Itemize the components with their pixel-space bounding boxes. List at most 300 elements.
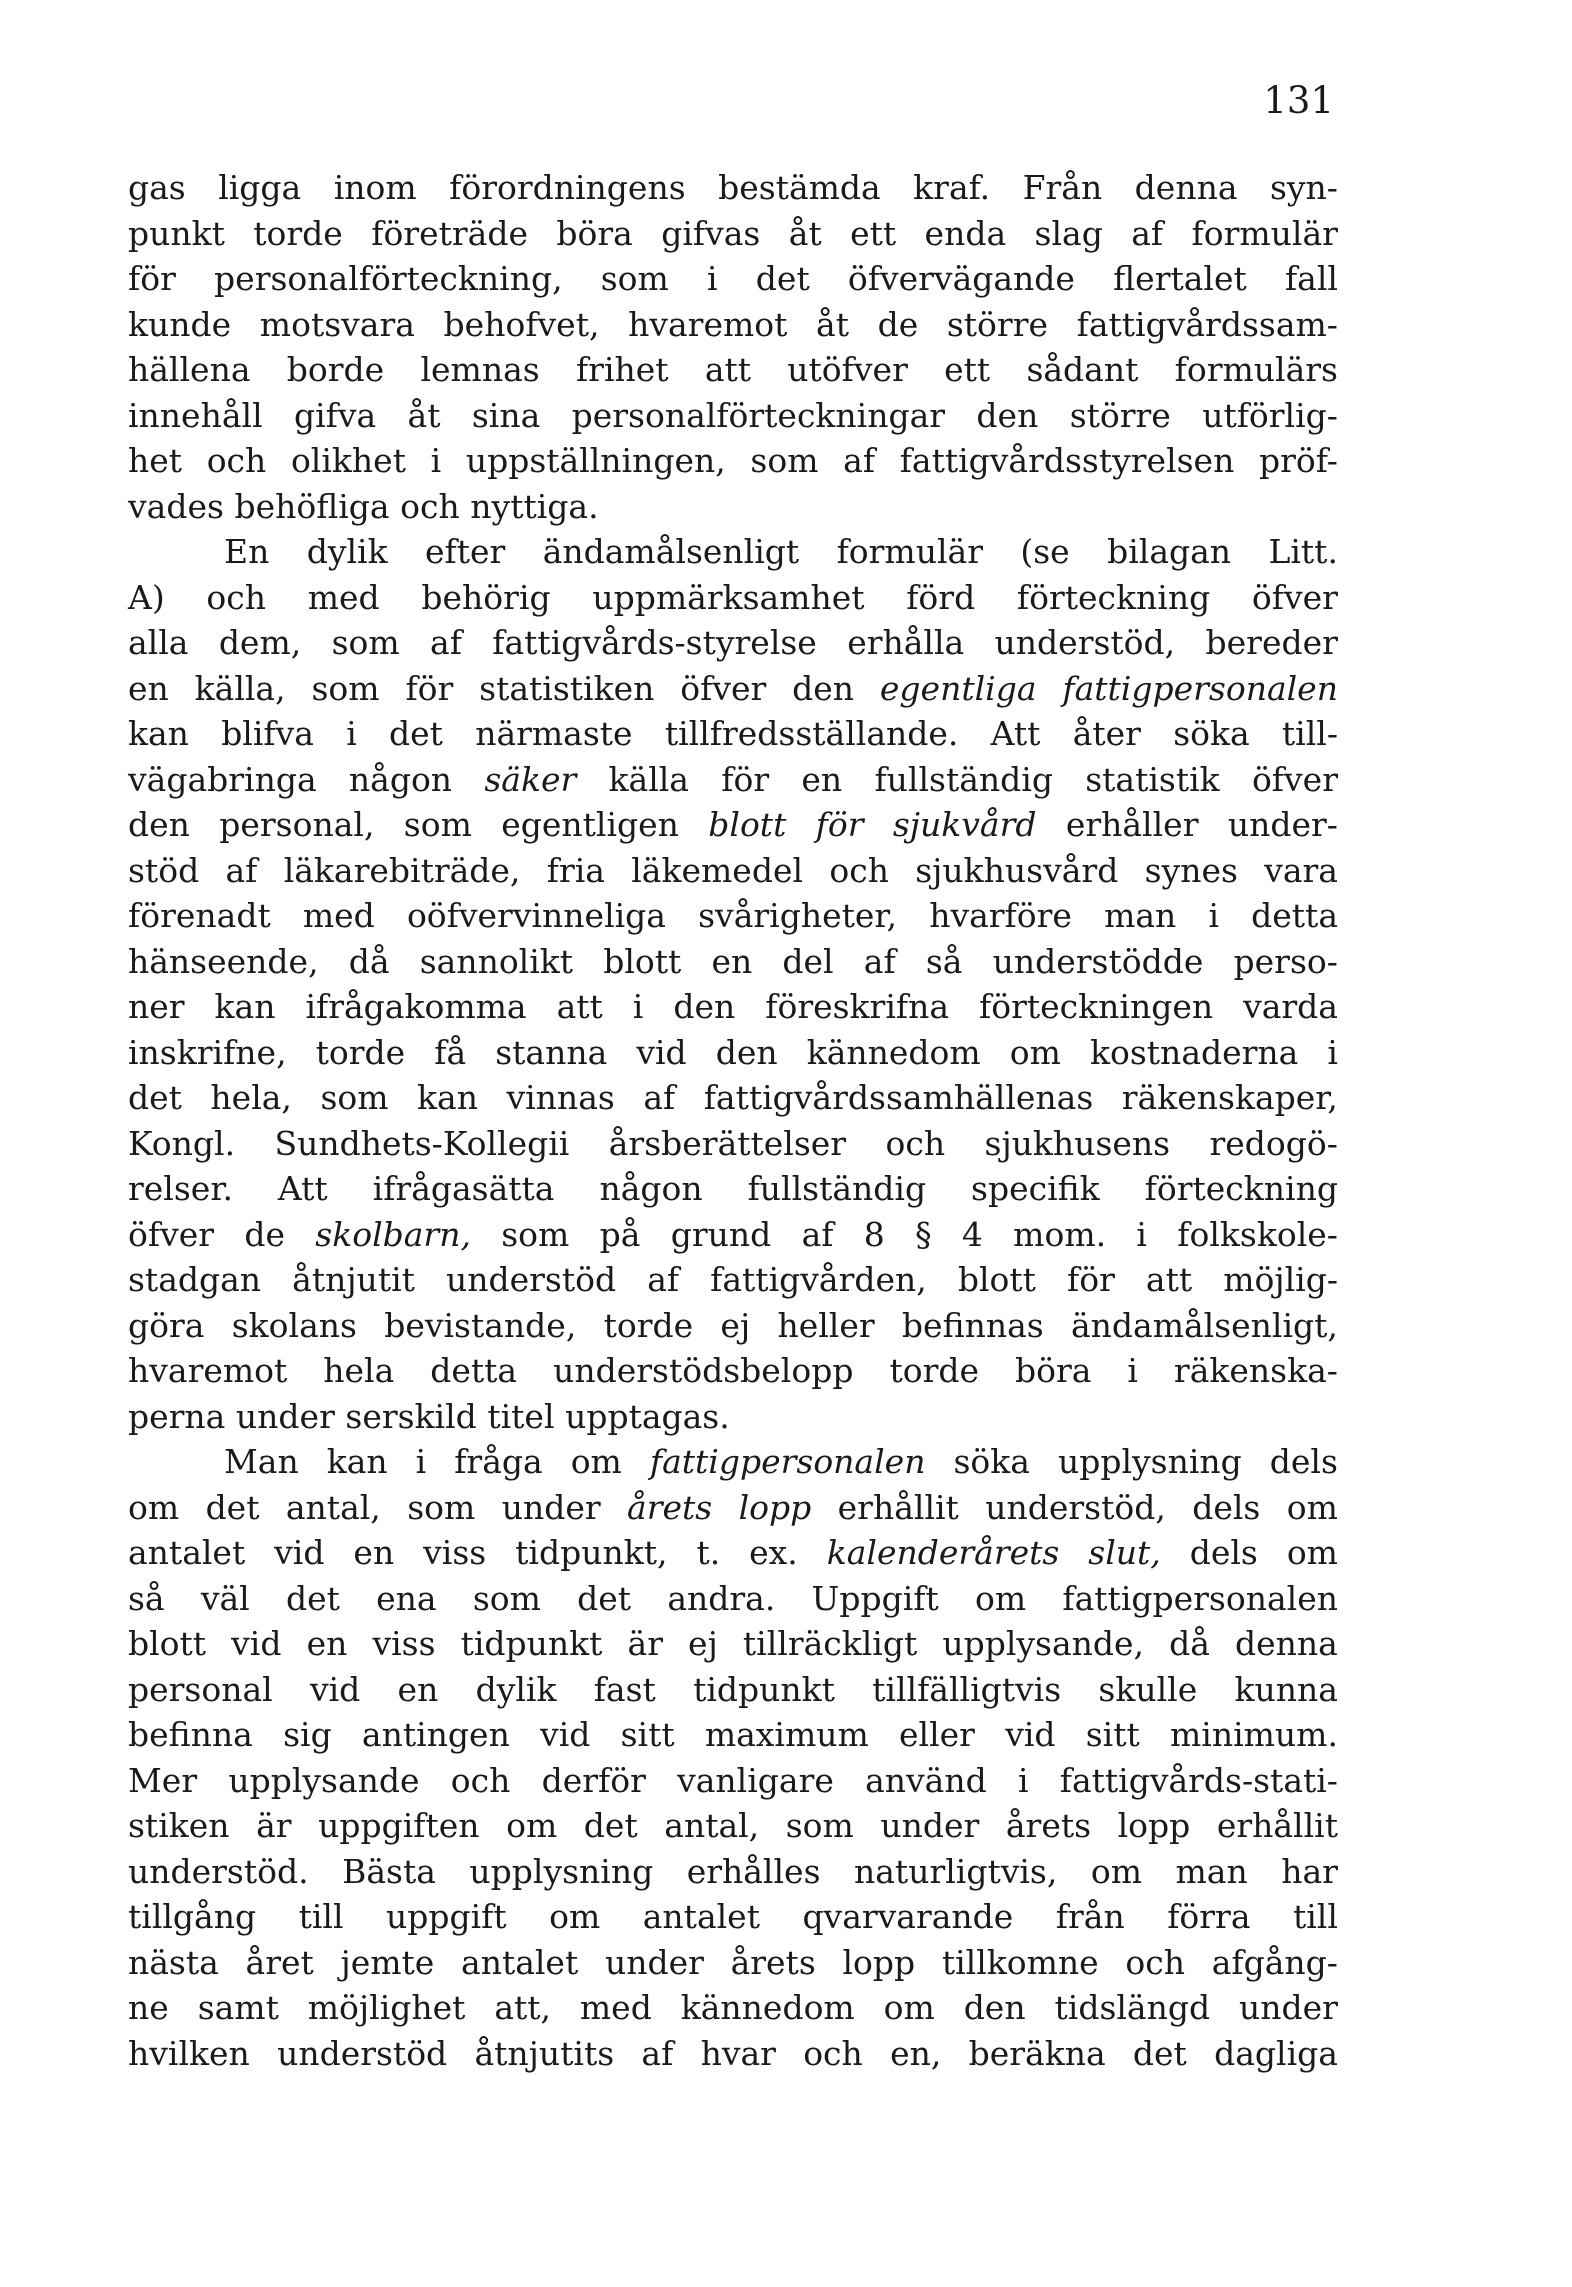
word: synes — [1144, 850, 1238, 890]
text-line — [128, 211, 1338, 257]
word: kan — [326, 1442, 388, 1481]
word: egentliga — [879, 668, 1037, 708]
word: läkarebiträde, — [283, 850, 521, 890]
word: en — [801, 759, 843, 799]
word: få — [434, 1032, 467, 1072]
word: alla — [128, 623, 189, 662]
word: större — [946, 304, 1049, 344]
word: ändamålsenligt, — [1070, 1305, 1338, 1345]
word: antalet — [642, 1897, 760, 1936]
word: vid — [1005, 1715, 1056, 1754]
word: kraf. — [913, 168, 991, 207]
word: om — [1286, 1533, 1338, 1572]
word: denna — [1134, 168, 1238, 207]
word: under- — [1227, 805, 1338, 844]
word: om — [506, 1806, 558, 1845]
word: serskild — [345, 1396, 477, 1436]
word: befinnas — [901, 1305, 1044, 1345]
text-line — [128, 1849, 1338, 1895]
word: tidslängd — [1054, 1988, 1211, 2027]
word: vid — [274, 1533, 325, 1572]
word: skolbarn, — [315, 1214, 471, 1254]
word: öfver — [1251, 577, 1338, 617]
word: söka — [1173, 714, 1250, 753]
word: en, — [890, 2033, 942, 2073]
word: stiken — [128, 1806, 230, 1845]
word: beräkna — [968, 2033, 1106, 2073]
word: under — [604, 1942, 704, 1982]
word: åt — [788, 213, 822, 253]
word: tillgång — [128, 1897, 257, 1936]
word: perna — [128, 1396, 226, 1436]
word: uppgiften — [318, 1806, 480, 1845]
word: ner — [128, 987, 185, 1026]
word: förteckning — [1016, 577, 1211, 617]
word: närmaste — [475, 714, 633, 753]
word: använd — [865, 1760, 987, 1800]
word: personalförteckningar — [571, 395, 946, 435]
text-line — [128, 1030, 1338, 1076]
word: hvarföre — [929, 896, 1072, 935]
word: förd — [906, 577, 976, 617]
word: Att — [277, 1169, 328, 1208]
word: vid — [540, 1715, 591, 1754]
text-line — [128, 1166, 1338, 1212]
word: vara — [1264, 850, 1338, 890]
text-line — [128, 1439, 1338, 1485]
word: öfver — [128, 1214, 215, 1254]
word: och — [400, 486, 460, 526]
word: med — [307, 577, 380, 617]
word: eller — [899, 1715, 975, 1754]
word: § — [915, 1214, 932, 1254]
word: dels — [1189, 1533, 1258, 1572]
word: gifvas — [661, 213, 761, 253]
word: räkenskaper, — [1121, 1078, 1338, 1117]
word: af — [225, 850, 258, 890]
text-line — [128, 1758, 1338, 1804]
word: ex. — [749, 1533, 798, 1572]
word: väl — [200, 1578, 250, 1618]
word: det — [1132, 2033, 1187, 2073]
word: en — [397, 1669, 439, 1709]
word: fall — [1284, 259, 1338, 298]
word: i — [1136, 1214, 1147, 1254]
word: till — [1292, 1897, 1338, 1936]
word: åt — [816, 304, 849, 344]
word: kunde — [128, 304, 232, 344]
word: den — [673, 987, 736, 1026]
word: fria — [546, 850, 605, 890]
word: och — [206, 441, 267, 480]
word: skulle — [1098, 1669, 1198, 1709]
word: enda — [924, 213, 1007, 253]
text-line — [128, 1303, 1338, 1349]
word: detta — [430, 1351, 518, 1390]
text-line — [128, 666, 1338, 712]
word: större — [1069, 395, 1171, 435]
word: detta — [1251, 896, 1338, 935]
word: fast — [593, 1669, 656, 1709]
text-line — [128, 1940, 1338, 1986]
word: derför — [541, 1760, 646, 1800]
word: tillfälligtvis — [872, 1669, 1062, 1709]
word: året — [245, 1942, 314, 1982]
word: under — [1239, 1988, 1338, 2027]
word: för — [128, 259, 176, 298]
text-line — [128, 347, 1338, 393]
word: Mer — [128, 1760, 198, 1800]
word: dels — [1192, 1487, 1261, 1527]
word: är — [256, 1806, 292, 1845]
word: titel — [487, 1396, 555, 1436]
word: redogö- — [1209, 1123, 1338, 1163]
word: understöd. — [128, 1851, 309, 1891]
word: att — [556, 987, 603, 1026]
word: A) — [128, 577, 165, 617]
word: tidpunkt — [460, 1624, 603, 1663]
word: nyttiga. — [470, 486, 599, 526]
word: i — [632, 987, 644, 1026]
word: viss — [423, 1533, 487, 1572]
word: slag — [1034, 213, 1103, 253]
word: hela, — [210, 1078, 292, 1117]
text-line — [128, 1667, 1338, 1713]
word: som — [785, 1806, 854, 1845]
word: förteckning — [1144, 1169, 1338, 1208]
word: det — [583, 1806, 638, 1845]
word: hänseende, — [128, 941, 319, 981]
word: fattigpersonalen — [1062, 1578, 1338, 1618]
word: vägabringa — [128, 759, 317, 799]
word: dylik — [475, 1669, 557, 1709]
word: en — [711, 941, 753, 981]
word: erhåller — [1065, 805, 1199, 844]
word: om — [883, 1988, 935, 2027]
word: ett — [944, 350, 991, 389]
word: under — [235, 1396, 335, 1436]
text-line — [128, 1712, 1338, 1758]
word: som — [320, 1078, 389, 1117]
word: öfver — [1251, 759, 1338, 799]
word: formulär — [836, 532, 983, 571]
word: behofvet, — [443, 304, 600, 344]
word: tillräckligt — [742, 1624, 918, 1663]
word: understöd — [445, 1260, 617, 1299]
word: afgång- — [1211, 1942, 1338, 1982]
word: åter — [1072, 714, 1141, 753]
word: möjlighet — [307, 1988, 466, 2027]
word: sannolikt — [419, 941, 574, 981]
word: fattigvårdssam- — [1076, 304, 1338, 344]
word: för — [1066, 1260, 1115, 1299]
word: grund — [670, 1214, 772, 1254]
word: mom. — [1013, 1214, 1107, 1254]
word: om — [128, 1487, 180, 1527]
word: lopp — [842, 1942, 916, 1982]
word: i — [346, 714, 357, 753]
word: understödsbelopp — [553, 1351, 854, 1390]
word: svårigheter, — [698, 896, 898, 935]
word: en — [128, 668, 169, 708]
word: understöd, — [985, 1487, 1166, 1527]
word: ligga — [218, 168, 302, 207]
word: minimum. — [1169, 1715, 1338, 1754]
word: inom — [333, 168, 417, 207]
word: till- — [1281, 714, 1338, 753]
word: den — [963, 1988, 1026, 2027]
word: är — [627, 1624, 663, 1663]
word: som — [750, 441, 819, 480]
word: om — [570, 1442, 622, 1481]
word: fattigvårds-styrelse — [492, 623, 817, 662]
word: viss — [372, 1624, 436, 1663]
word: kännedom — [680, 1988, 855, 2027]
word: tidpunkt, — [515, 1533, 668, 1572]
word: erhålles — [686, 1851, 821, 1891]
word: med — [302, 896, 375, 935]
word: blott — [603, 941, 682, 981]
text-line — [128, 1485, 1338, 1531]
word: af — [801, 1214, 834, 1254]
text-line — [128, 1803, 1338, 1849]
word: fattigvårds-stati- — [1059, 1760, 1338, 1800]
word: flertalet — [1113, 259, 1247, 298]
word: från — [1055, 1897, 1125, 1936]
word: heller — [777, 1305, 875, 1345]
word: kan — [214, 987, 276, 1026]
word: af — [641, 2033, 674, 2073]
word: olikhet — [290, 441, 406, 480]
word: de — [244, 1214, 285, 1254]
word: vid — [636, 1032, 687, 1072]
word: (se — [1020, 532, 1070, 571]
word: behöfliga — [234, 486, 390, 526]
word: utförlig- — [1202, 395, 1338, 435]
word: bilagan — [1107, 532, 1232, 571]
word: ej — [688, 1624, 718, 1663]
word: årets — [730, 1942, 816, 1982]
text-line — [128, 1576, 1338, 1622]
text-line — [128, 1394, 1338, 1440]
word: vid — [231, 1624, 282, 1663]
word: om — [975, 1578, 1027, 1618]
text-line — [128, 1121, 1338, 1167]
word: vanligare — [677, 1760, 834, 1800]
word: egentligen — [501, 805, 679, 844]
word: lemnas — [420, 350, 540, 389]
word: då — [1169, 1624, 1210, 1663]
word: Litt. — [1268, 532, 1338, 571]
word: fullständig — [747, 1169, 927, 1208]
word: vades — [128, 486, 224, 526]
word: af — [843, 441, 876, 480]
word: 8 — [863, 1214, 885, 1254]
word: årets — [627, 1487, 713, 1527]
word: upplysning — [1057, 1442, 1242, 1481]
word: formulärs — [1174, 350, 1338, 389]
word: Man — [224, 1442, 299, 1481]
word: bestämda — [718, 168, 881, 207]
word: t. — [696, 1533, 721, 1572]
word: Kongl. — [128, 1123, 236, 1163]
word: Sundhets-Kollegii — [274, 1123, 570, 1163]
word: och — [1125, 1942, 1186, 1982]
word: slut, — [1088, 1533, 1161, 1572]
text-line — [128, 2031, 1338, 2077]
word: motsvara — [259, 304, 415, 344]
word: pröf- — [1259, 441, 1338, 480]
text-line — [128, 620, 1338, 666]
word: det — [285, 1578, 340, 1618]
word: del — [782, 941, 834, 981]
word: samt — [197, 1988, 279, 2027]
word: punkt — [128, 213, 225, 253]
word: 4 — [961, 1214, 983, 1254]
word: hällena — [128, 350, 251, 389]
word: fattigvårdsstyrelsen — [899, 441, 1235, 480]
word: i — [1208, 896, 1219, 935]
word: af — [647, 1260, 680, 1299]
word: hvilken — [128, 2033, 250, 2073]
text-line — [128, 302, 1338, 348]
word: understöd, — [994, 623, 1176, 662]
word: årets — [1005, 1806, 1092, 1845]
word: böra — [1014, 1351, 1092, 1390]
word: upplysande, — [942, 1624, 1145, 1663]
word: sina — [471, 395, 541, 435]
text-line — [128, 757, 1338, 803]
text-line — [128, 575, 1338, 621]
text-line — [128, 529, 1338, 575]
word: och — [885, 1123, 946, 1163]
word: och — [450, 1760, 511, 1800]
word: understöd — [277, 2033, 448, 2073]
word: källa — [608, 759, 689, 799]
word: kännedom — [806, 1032, 981, 1072]
word: ett — [850, 213, 897, 253]
text-line — [128, 1985, 1338, 2031]
word: behörig — [421, 577, 551, 617]
word: förteckningen — [979, 987, 1214, 1026]
word: ifrågakomma — [305, 987, 527, 1026]
word: sitt — [620, 1715, 675, 1754]
text-line — [128, 848, 1338, 894]
word: som — [403, 805, 472, 844]
word: åtnjutits — [474, 2033, 615, 2073]
word: varda — [1243, 987, 1338, 1026]
text-line — [128, 1530, 1338, 1576]
word: lopp — [738, 1487, 812, 1527]
word: fullständig — [874, 759, 1053, 799]
word: i — [1017, 1760, 1029, 1800]
word: understödde — [992, 941, 1204, 981]
word: om — [549, 1897, 601, 1936]
word: upplysande — [228, 1760, 420, 1800]
word: i — [707, 259, 718, 298]
word: personal — [128, 1669, 273, 1709]
word: qvarvarande — [802, 1897, 1014, 1936]
word: och — [803, 2033, 863, 2073]
word: dem, — [218, 623, 302, 662]
word: ne — [128, 1988, 169, 2027]
word: personalförteckning, — [214, 259, 563, 298]
text-line — [128, 393, 1338, 439]
text-line — [128, 893, 1338, 939]
word: förordningens — [449, 168, 686, 207]
text-line — [128, 438, 1338, 484]
text-line — [128, 1212, 1338, 1258]
word: statistik — [1085, 759, 1220, 799]
word: böra — [556, 213, 633, 253]
word: hvaremot — [628, 304, 788, 344]
word: fattigvårdssamhällenas — [703, 1078, 1094, 1117]
word: uppställningen, — [465, 441, 726, 480]
word: någon — [599, 1169, 703, 1208]
text-line — [128, 1075, 1338, 1121]
word: man — [1104, 896, 1177, 935]
text-line — [128, 1894, 1338, 1940]
word: sjukhusvård — [915, 850, 1119, 890]
word: den — [976, 395, 1039, 435]
word: af — [863, 941, 896, 981]
word: blott — [128, 1624, 207, 1663]
word: skolans — [231, 1305, 357, 1345]
word: som — [331, 623, 400, 662]
word: af — [430, 623, 462, 662]
word: i — [430, 441, 442, 480]
word: erhållit — [837, 1487, 959, 1527]
word: andra. — [667, 1578, 776, 1618]
word: tidpunkt — [693, 1669, 835, 1709]
word: åtnjutit — [292, 1260, 415, 1299]
word: ändamålsenligt — [542, 532, 800, 571]
word: det — [755, 259, 810, 298]
word: sig — [283, 1715, 332, 1754]
word: källa, — [194, 668, 286, 708]
word: åt — [407, 395, 441, 435]
word: frihet — [575, 350, 669, 389]
word: hela — [323, 1351, 395, 1390]
word: blifva — [221, 714, 314, 753]
word: fråga — [454, 1442, 543, 1481]
word: blott — [708, 805, 787, 844]
page-number: 131 — [1263, 79, 1334, 122]
word: och — [829, 850, 889, 890]
word: kan — [417, 1078, 478, 1117]
word: i — [1327, 1032, 1338, 1072]
word: dels — [1269, 1442, 1338, 1481]
word: folkskole- — [1177, 1214, 1338, 1254]
word: det — [577, 1578, 632, 1618]
word: gifva — [293, 395, 377, 435]
word: förra — [1167, 1897, 1251, 1936]
word: tillkomne — [941, 1942, 1099, 1982]
word: befinna — [128, 1715, 253, 1754]
word: förenadt — [128, 896, 271, 935]
word: Att — [990, 714, 1041, 753]
word: sjukhusens — [984, 1123, 1171, 1163]
word: på — [599, 1214, 641, 1254]
text-line — [128, 711, 1338, 757]
word: blott — [957, 1260, 1036, 1299]
word: om — [1090, 1851, 1142, 1891]
word: om — [1286, 1487, 1338, 1527]
word: då — [348, 941, 390, 981]
word: uppmärksamhet — [592, 577, 865, 617]
word: göra — [128, 1305, 205, 1345]
word: årsberättelser — [608, 1123, 847, 1163]
